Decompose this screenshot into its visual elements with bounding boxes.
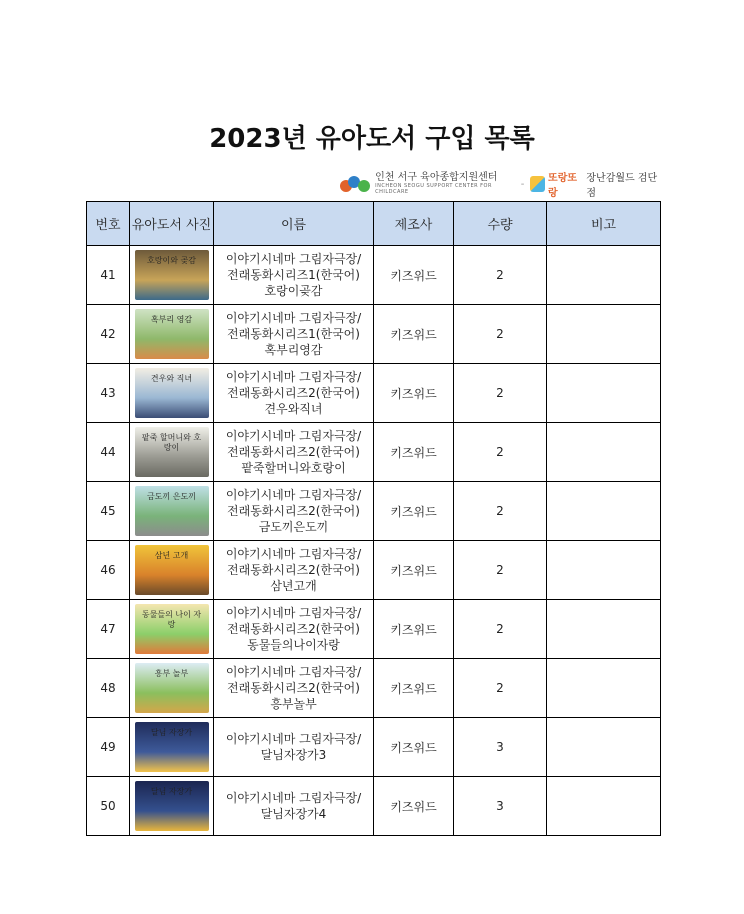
partner-logo-mark-icon xyxy=(530,176,545,192)
book-name-line: 달님자장가4 xyxy=(260,807,327,821)
book-note xyxy=(547,482,661,541)
book-maker: 키즈위드 xyxy=(374,246,454,305)
book-name-line: 이야기시네마 그림자극장/ xyxy=(225,252,362,266)
book-name-line: 이야기시네마 그림자극장/ xyxy=(225,311,362,325)
book-name-cell xyxy=(214,423,374,482)
book-number: 43 xyxy=(87,364,130,423)
book-name-line: 동물들의나이자랑 xyxy=(247,638,340,652)
book-photo-cell xyxy=(130,600,214,659)
table-row xyxy=(87,600,661,659)
book-name-line: 전래동화시리즈1(한국어) xyxy=(227,268,360,282)
header-maker: 제조사 xyxy=(374,202,454,246)
book-name-line: 흥부놀부 xyxy=(270,697,317,711)
book-name-line: 전래동화시리즈2(한국어) xyxy=(227,681,360,695)
book-name-line: 전래동화시리즈2(한국어) xyxy=(227,386,360,400)
book-cover-image xyxy=(135,663,209,713)
book-cover-title: 호랑이와 곶감 xyxy=(147,256,196,265)
book-quantity: 2 xyxy=(454,364,547,423)
logo-separator: - xyxy=(520,178,525,190)
book-photo-cell xyxy=(130,423,214,482)
book-cover-title: 금도끼 은도끼 xyxy=(147,492,196,501)
table-row xyxy=(87,364,661,423)
book-note xyxy=(547,777,661,836)
book-name-line: 전래동화시리즈2(한국어) xyxy=(227,504,360,518)
book-cover-image xyxy=(135,545,209,595)
book-quantity: 2 xyxy=(454,246,547,305)
center-logo-mark-icon xyxy=(340,176,371,192)
book-name-cell xyxy=(214,246,374,305)
book-number: 41 xyxy=(87,246,130,305)
header-note: 비고 xyxy=(547,202,661,246)
book-note xyxy=(547,659,661,718)
book-name-cell xyxy=(214,364,374,423)
book-note xyxy=(547,718,661,777)
header-quantity: 수량 xyxy=(454,202,547,246)
book-cover-image xyxy=(135,486,209,536)
partner-logo xyxy=(530,169,660,199)
book-name-line: 이야기시네마 그림자극장/ xyxy=(225,732,362,746)
book-maker: 키즈위드 xyxy=(374,541,454,600)
book-cover-title: 팥죽 할머니와 호랑이 xyxy=(141,433,202,452)
book-quantity: 3 xyxy=(454,718,547,777)
book-note xyxy=(547,423,661,482)
book-number: 48 xyxy=(87,659,130,718)
book-name-line: 전래동화시리즈2(한국어) xyxy=(227,622,360,636)
book-name-cell xyxy=(214,659,374,718)
center-logo xyxy=(340,173,515,195)
book-cover-image xyxy=(135,309,209,359)
book-photo-cell xyxy=(130,777,214,836)
book-name-cell xyxy=(214,541,374,600)
book-name-line: 이야기시네마 그림자극장/ xyxy=(225,606,362,620)
book-purchase-table xyxy=(86,201,661,836)
book-number: 42 xyxy=(87,305,130,364)
book-name-cell xyxy=(214,777,374,836)
book-name-line: 이야기시네마 그림자극장/ xyxy=(225,547,362,561)
book-cover-title: 삼년 고개 xyxy=(154,551,189,560)
page-title: 2023년 유아도서 구입 목록 xyxy=(209,124,535,154)
partner-name-b: 장난감월드 검단점 xyxy=(586,173,658,199)
book-cover-image xyxy=(135,722,209,772)
book-name-line: 전래동화시리즈1(한국어) xyxy=(227,327,360,341)
table-row xyxy=(87,246,661,305)
book-cover-title: 견우와 직녀 xyxy=(150,374,193,383)
book-maker: 키즈위드 xyxy=(374,777,454,836)
book-quantity: 2 xyxy=(454,541,547,600)
book-number: 44 xyxy=(87,423,130,482)
book-quantity: 2 xyxy=(454,600,547,659)
table-header-row xyxy=(87,202,661,246)
sponsor-logos xyxy=(340,172,660,199)
book-cover-title: 혹부리 영감 xyxy=(150,315,193,324)
book-cover-image xyxy=(135,250,209,300)
partner-name-a: 또랑또랑 xyxy=(548,173,578,199)
book-maker: 키즈위드 xyxy=(374,423,454,482)
book-number: 49 xyxy=(87,718,130,777)
book-photo-cell xyxy=(130,541,214,600)
book-maker: 키즈위드 xyxy=(374,482,454,541)
book-maker: 키즈위드 xyxy=(374,718,454,777)
book-cover-image xyxy=(135,604,209,654)
book-photo-cell xyxy=(130,246,214,305)
book-name-cell xyxy=(214,718,374,777)
book-photo-cell xyxy=(130,364,214,423)
book-cover-image xyxy=(135,427,209,477)
book-cover-title: 흥부 놀부 xyxy=(154,669,189,678)
book-quantity: 2 xyxy=(454,482,547,541)
book-note xyxy=(547,246,661,305)
book-cover-title: 달님 자장가 xyxy=(150,728,193,737)
book-photo-cell xyxy=(130,305,214,364)
book-name-line: 달님자장가3 xyxy=(260,748,327,762)
book-photo-cell xyxy=(130,718,214,777)
book-cover-title: 달님 자장가 xyxy=(150,787,193,796)
header-photo: 유아도서 사진 xyxy=(130,202,214,246)
book-name-cell xyxy=(214,600,374,659)
table-row xyxy=(87,305,661,364)
book-photo-cell xyxy=(130,659,214,718)
center-name: 인천 서구 육아종합지원센터 xyxy=(375,172,498,183)
book-name-line: 전래동화시리즈2(한국어) xyxy=(227,563,360,577)
table-row xyxy=(87,777,661,836)
table-row xyxy=(87,718,661,777)
book-number: 50 xyxy=(87,777,130,836)
book-name-line: 이야기시네마 그림자극장/ xyxy=(225,488,362,502)
book-number: 46 xyxy=(87,541,130,600)
header-name: 이름 xyxy=(214,202,374,246)
book-note xyxy=(547,541,661,600)
header-number: 번호 xyxy=(87,202,130,246)
book-quantity: 3 xyxy=(454,777,547,836)
book-note xyxy=(547,305,661,364)
book-maker: 키즈위드 xyxy=(374,305,454,364)
book-name-line: 호랑이곶감 xyxy=(264,284,323,298)
book-note xyxy=(547,364,661,423)
center-subtitle: INCHEON SEOGU SUPPORT CENTER FOR CHILDCARE xyxy=(375,183,492,195)
book-number: 45 xyxy=(87,482,130,541)
book-name-line: 팥죽할머니와호랑이 xyxy=(241,461,346,475)
book-name-line: 이야기시네마 그림자극장/ xyxy=(225,791,362,805)
book-quantity: 2 xyxy=(454,423,547,482)
book-maker: 키즈위드 xyxy=(374,600,454,659)
book-quantity: 2 xyxy=(454,659,547,718)
book-note xyxy=(547,600,661,659)
book-name-cell xyxy=(214,482,374,541)
book-cover-image xyxy=(135,368,209,418)
book-maker: 키즈위드 xyxy=(374,659,454,718)
book-cover-title: 동물들의 나이 자랑 xyxy=(141,610,202,629)
book-name-line: 이야기시네마 그림자극장/ xyxy=(225,370,362,384)
table-row xyxy=(87,541,661,600)
book-name-line: 전래동화시리즈2(한국어) xyxy=(227,445,360,459)
book-cover-image xyxy=(135,781,209,831)
book-name-cell xyxy=(214,305,374,364)
book-name-line: 혹부리영감 xyxy=(264,343,323,357)
book-name-line: 이야기시네마 그림자극장/ xyxy=(225,429,362,443)
book-number: 47 xyxy=(87,600,130,659)
book-maker: 키즈위드 xyxy=(374,364,454,423)
table-row xyxy=(87,423,661,482)
table-row xyxy=(87,482,661,541)
book-name-line: 금도끼은도끼 xyxy=(258,520,329,534)
book-name-line: 견우와직녀 xyxy=(264,402,323,416)
table-row xyxy=(87,659,661,718)
book-name-line: 이야기시네마 그림자극장/ xyxy=(225,665,362,679)
book-name-line: 삼년고개 xyxy=(270,579,317,593)
book-quantity: 2 xyxy=(454,305,547,364)
book-photo-cell xyxy=(130,482,214,541)
